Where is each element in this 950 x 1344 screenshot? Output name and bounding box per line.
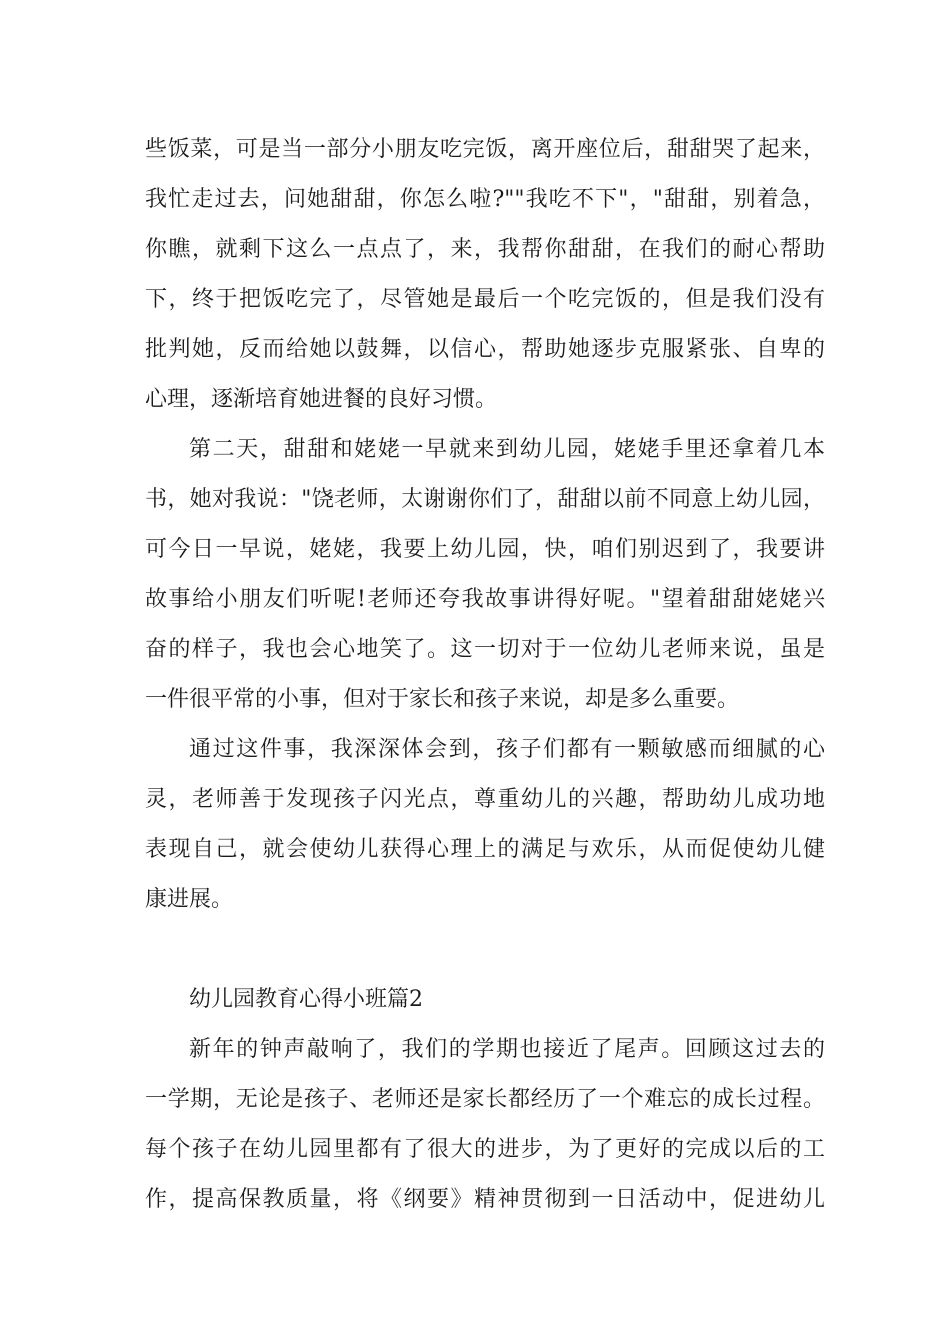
text-line: 一学期，无论是孩子、老师还是家长都经历了一个难忘的成长过程。 (145, 1087, 825, 1112)
text-line: 书，她对我说："饶老师，太谢谢你们了，甜甜以前不同意上幼儿园， (145, 487, 825, 512)
text-line: 第二天，甜甜和姥姥一早就来到幼儿园，姥姥手里还拿着几本 (189, 437, 825, 462)
text-line: 奋的样子，我也会心地笑了。这一切对于一位幼儿老师来说，虽是 (145, 637, 825, 662)
text-line: 一件很平常的小事，但对于家长和孩子来说，却是多么重要。 (145, 687, 740, 712)
paragraph-3 (145, 725, 825, 925)
text-line: 下，终于把饭吃完了，尽管她是最后一个吃完饭的，但是我们没有 (145, 287, 825, 312)
text-line: 你瞧，就剩下这么一点点了，来，我帮你甜甜，在我们的耐心帮助 (145, 237, 825, 262)
paragraph-2 (145, 425, 825, 725)
text-line: 康进展。 (145, 887, 234, 912)
text-line: 些饭菜，可是当一部分小朋友吃完饭，离开座位后，甜甜哭了起来， (145, 137, 825, 162)
text-line: 故事给小朋友们听呢!老师还夸我故事讲得好呢。"望着甜甜姥姥兴 (145, 587, 825, 612)
text-line: 表现自己，就会使幼儿获得心理上的满足与欢乐，从而促使幼儿健 (145, 837, 825, 862)
text-line: 新年的钟声敲响了，我们的学期也接近了尾声。回顾这过去的 (189, 1037, 825, 1062)
document-body (145, 125, 825, 1225)
text-line: 作，提高保教质量，将《纲要》精神贯彻到一日活动中，促进幼儿 (145, 1187, 825, 1212)
text-line: 灵，老师善于发现孩子闪光点，尊重幼儿的兴趣，帮助幼儿成功地 (145, 787, 825, 812)
section-heading: 幼儿园教育心得小班篇2 (189, 987, 423, 1012)
section-gap (145, 925, 825, 975)
paragraph-1 (145, 125, 825, 425)
text-line: 每个孩子在幼儿园里都有了很大的进步，为了更好的完成以后的工 (145, 1137, 825, 1162)
text-line: 心理，逐渐培育她进餐的良好习惯。 (145, 387, 498, 412)
text-line: 批判她，反而给她以鼓舞，以信心，帮助她逐步克服紧张、自卑的 (145, 337, 825, 362)
paragraph-4 (145, 1025, 825, 1225)
text-line: 可今日一早说，姥姥，我要上幼儿园，快，咱们别迟到了，我要讲 (145, 537, 825, 562)
text-line: 我忙走过去，问她甜甜，你怎么啦?""我吃不下"，"甜甜，别着急， (145, 187, 825, 212)
text-line: 通过这件事，我深深体会到，孩子们都有一颗敏感而细腻的心 (189, 737, 825, 762)
